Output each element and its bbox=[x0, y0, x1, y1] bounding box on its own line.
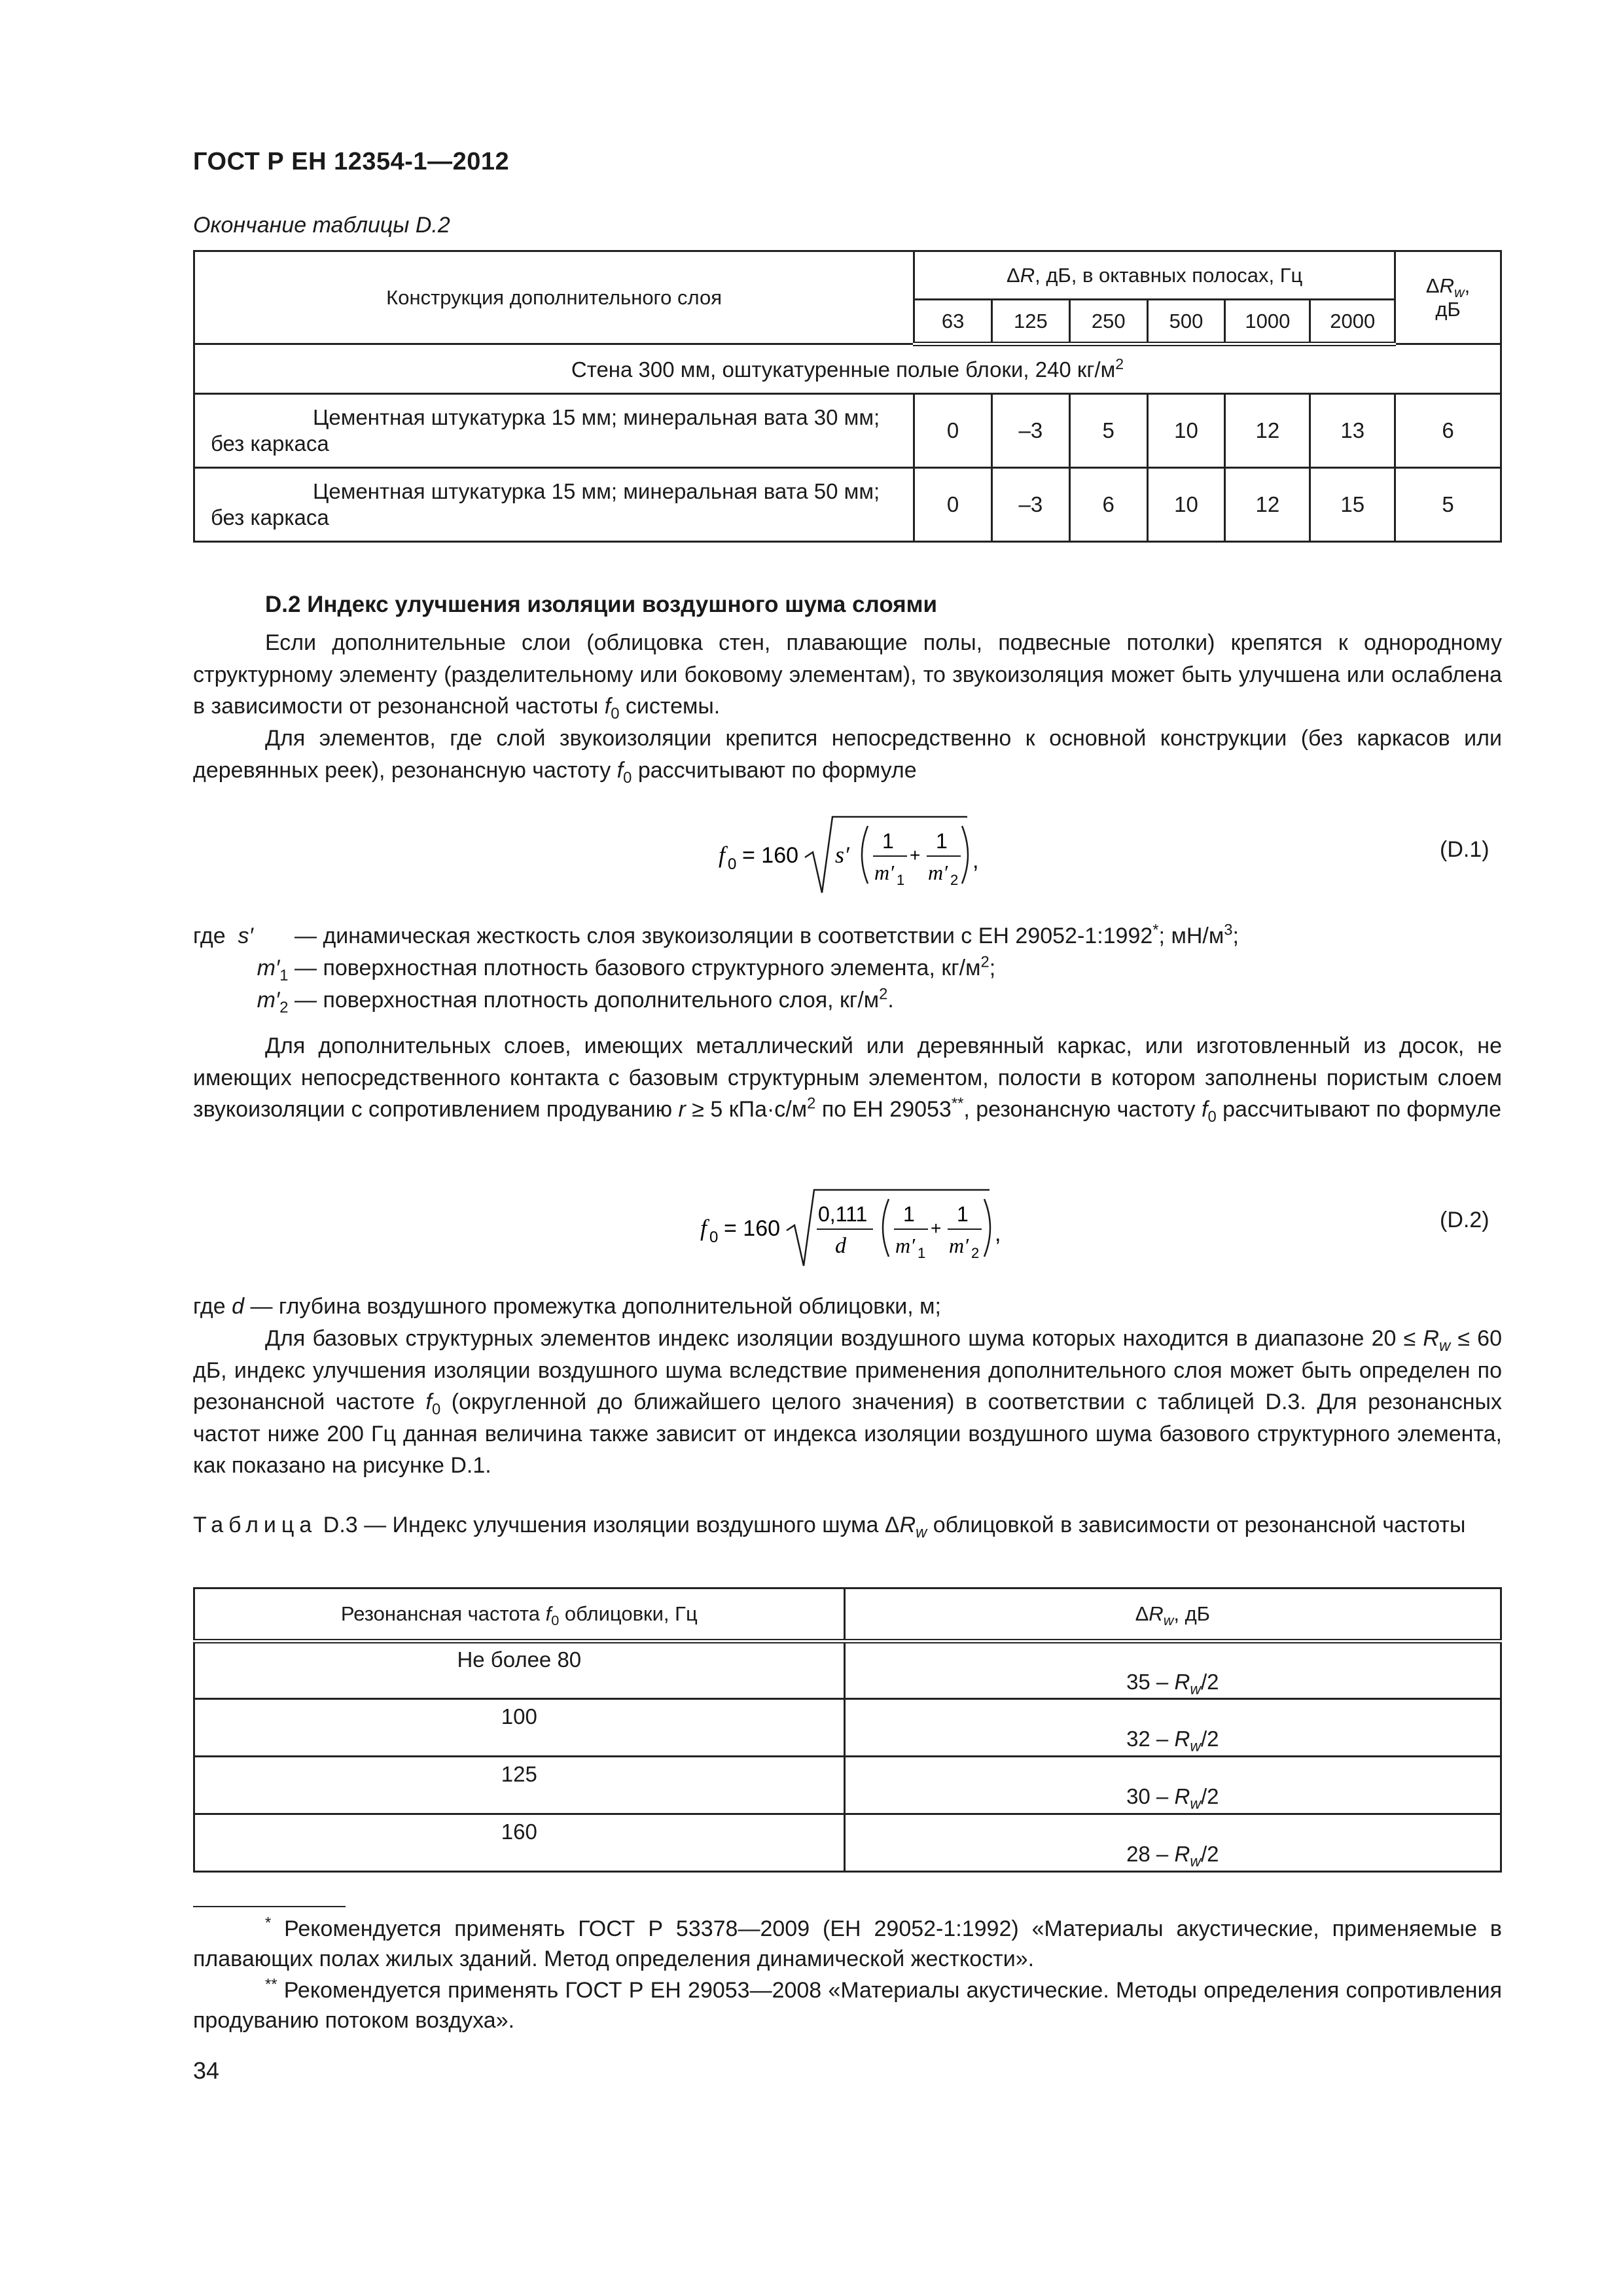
freq-header: 1000 bbox=[1225, 300, 1310, 344]
svg-text:1: 1 bbox=[897, 872, 905, 888]
svg-text:1: 1 bbox=[918, 1245, 926, 1261]
construction-line: без каркаса bbox=[211, 431, 329, 456]
value-cell: $35 - R_w/2$ bbox=[844, 1641, 1501, 1699]
svg-text:+: + bbox=[931, 1218, 942, 1238]
equation-d2 bbox=[695, 1183, 1009, 1275]
col-header-delta-rw: $\Delta R_w$, дБ bbox=[844, 1588, 1501, 1641]
svg-text:,: , bbox=[972, 848, 979, 873]
value-cell: 15 bbox=[1310, 468, 1395, 542]
page-number: 34 bbox=[193, 2057, 220, 2084]
rw-cell: 6 bbox=[1395, 394, 1501, 468]
where-line: $m'_1$ — поверхностная плотность базового структурного элемента, $кг/м^2$; bbox=[257, 953, 996, 984]
col-header-construction: Конструкция дополнительного слоя bbox=[194, 251, 914, 344]
value-cell: $32 - R_w/2$ bbox=[844, 1699, 1501, 1757]
svg-text:f: f bbox=[719, 842, 726, 868]
svg-text:2: 2 bbox=[950, 872, 959, 888]
svg-text:s′: s′ bbox=[835, 842, 849, 868]
where-line: где s′ — динамическая жесткость слоя звукоизоляции в соответствии с ЕН 29052-1:1992*; $мН/м^3$; bbox=[193, 921, 1239, 948]
table-row bbox=[194, 468, 1501, 542]
svg-text:m′: m′ bbox=[949, 1234, 969, 1257]
section-row: Стена 300 мм, оштукатуренные полые блоки, 240 $кг/м^2$ bbox=[194, 344, 1501, 394]
frequency-cell: 100 bbox=[194, 1699, 845, 1757]
freq-header: 500 bbox=[1147, 300, 1225, 344]
svg-text:1: 1 bbox=[903, 1202, 915, 1226]
footnote-separator bbox=[193, 1906, 346, 1907]
footnote-2: ** Рекомендуется применять ГОСТ Р ЕН 29053—2008 «Материалы акустические. Методы определения сопротивления продуванию потоком воздуха». bbox=[193, 1975, 1502, 2033]
table-row bbox=[194, 1699, 1501, 1757]
value-cell: 5 bbox=[1069, 394, 1147, 468]
freq-header: 63 bbox=[914, 300, 992, 344]
col-header-delta-rw: $\Delta R_w$, дБ bbox=[1395, 251, 1501, 344]
svg-text:0: 0 bbox=[728, 855, 737, 873]
construction-cell bbox=[194, 394, 914, 468]
freq-header: 125 bbox=[991, 300, 1069, 344]
svg-text:m′: m′ bbox=[874, 861, 895, 884]
table-row bbox=[194, 394, 1501, 468]
col-header-frequency: Резонансная частота $f_0$ облицовки, Гц bbox=[194, 1588, 845, 1641]
table-d3 bbox=[193, 1587, 1502, 1873]
svg-text:d: d bbox=[835, 1234, 846, 1258]
svg-text:2: 2 bbox=[971, 1245, 980, 1261]
svg-text:m′: m′ bbox=[895, 1234, 916, 1257]
freq-header: 2000 bbox=[1310, 300, 1395, 344]
where-line: где d — глубина воздушного промежутка дополнительной облицовки, м; bbox=[193, 1294, 941, 1319]
value-cell: 10 bbox=[1147, 468, 1225, 542]
value-cell: 6 bbox=[1069, 468, 1147, 542]
svg-text:,: , bbox=[995, 1221, 1001, 1246]
paragraph-3: Для дополнительных слоев, имеющих металлический или деревянный каркас, или изготовленный из досок, не имеющих непосредственного контакта с базовым структурным элементом, полости в котором заполнены пористым слоем звукоизоляции с сопротивлением продуванию r ≥ 5 $кПа\cdot с/м^2$ по ЕН 29053**, резонансную частоту $f_0$ рассчитывают по формуле bbox=[193, 1033, 1502, 1126]
table-row bbox=[194, 1757, 1501, 1814]
construction-line: Цементная штукатурка 15 мм; минеральная вата 30 мм; bbox=[313, 405, 880, 429]
paragraph-2: Для элементов, где слой звукоизоляции крепится непосредственно к основной конструкции (без каркасов или деревянных реек), резонансную частоту $f_0$ рассчитывают по формуле bbox=[193, 726, 1502, 787]
svg-text:1: 1 bbox=[957, 1202, 969, 1226]
svg-text:1: 1 bbox=[882, 829, 894, 853]
where-line: $m'_2$ — поверхностная плотность дополнительного слоя, $кг/м^2$. bbox=[257, 985, 894, 1016]
svg-text:1: 1 bbox=[936, 829, 948, 853]
footnote-1: * Рекомендуется применять ГОСТ Р 53378—2009 (ЕН 29052-1:1992) «Материалы акустические, применяемые в плавающих полах жилых зданий. Метод определения динамической жесткости». bbox=[193, 1914, 1502, 1971]
svg-text:0,111: 0,111 bbox=[818, 1202, 868, 1226]
table-d3-caption: Таблица D.3 — Индекс улучшения изоляции воздушного шума $\Delta R_w$ облицовкой в зависимости от резонансной частоты bbox=[193, 1513, 1466, 1541]
svg-text:0: 0 bbox=[709, 1229, 719, 1246]
value-cell: 12 bbox=[1225, 394, 1310, 468]
construction-line: без каркаса bbox=[211, 505, 329, 529]
svg-text:f: f bbox=[700, 1215, 707, 1241]
frequency-cell: Не более 80 bbox=[194, 1641, 845, 1699]
construction-line: Цементная штукатурка 15 мм; минеральная вата 50 мм; bbox=[313, 479, 880, 503]
section-heading: D.2 Индекс улучшения изоляции воздушного шума слоями bbox=[265, 592, 938, 617]
value-cell: $28 - R_w/2$ bbox=[844, 1814, 1501, 1872]
svg-text:+: + bbox=[910, 845, 921, 865]
svg-text:= 160: = 160 bbox=[724, 1216, 781, 1241]
equation-number-d1: (D.1) bbox=[1440, 837, 1489, 862]
paragraph-1: Если дополнительные слои (облицовка стен, плавающие полы, подвесные потолки) крепятся к однородному структурному элементу (разделительному или боковому элементам), то звукоизоляция может быть улучшена или ослаблена в зависимости от резонансной частоты $f_0$ системы. bbox=[193, 630, 1502, 723]
freq-header: 250 bbox=[1069, 300, 1147, 344]
rw-cell: 5 bbox=[1395, 468, 1501, 542]
value-cell: 0 bbox=[914, 468, 992, 542]
value-cell: 13 bbox=[1310, 394, 1395, 468]
value-cell: –3 bbox=[991, 394, 1069, 468]
table-label: Таблица bbox=[193, 1513, 317, 1537]
frequency-cell: 160 bbox=[194, 1814, 845, 1872]
table-continuation-caption: Окончание таблицы D.2 bbox=[193, 213, 450, 238]
svg-text:m′: m′ bbox=[928, 861, 948, 884]
equation-d1 bbox=[713, 810, 988, 902]
construction-cell bbox=[194, 468, 914, 542]
table-d2 bbox=[193, 250, 1502, 543]
value-cell: 12 bbox=[1225, 468, 1310, 542]
equation-number-d2: (D.2) bbox=[1440, 1208, 1489, 1232]
col-header-delta-r: ΔR, дБ, в октавных полосах, Гц bbox=[914, 251, 1395, 300]
document-code: ГОСТ Р ЕН 12354-1—2012 bbox=[193, 148, 510, 175]
frequency-cell: 125 bbox=[194, 1757, 845, 1814]
paragraph-4: Для базовых структурных элементов индекс изоляции воздушного шума которых находится в диапазоне $20 \le R_w \le 60$ дБ, индекс улучшения изоляции воздушного шума вследствие применения дополнительного слоя может быть определен по резонансной частоте $f_0$ (округленной до ближайшего целого значения) в соответствии с таблицей D.3. Для резонансных частот ниже 200 Гц данная величина также зависит от индекса изоляции воздушного шума базового структурного элемента, как показано на рисунке D.1. bbox=[193, 1326, 1502, 1478]
value-cell: –3 bbox=[991, 468, 1069, 542]
value-cell: 10 bbox=[1147, 394, 1225, 468]
value-cell: $30 - R_w/2$ bbox=[844, 1757, 1501, 1814]
table-row bbox=[194, 1814, 1501, 1872]
svg-text:= 160: = 160 bbox=[742, 843, 799, 868]
table-row bbox=[194, 1641, 1501, 1699]
value-cell: 0 bbox=[914, 394, 992, 468]
